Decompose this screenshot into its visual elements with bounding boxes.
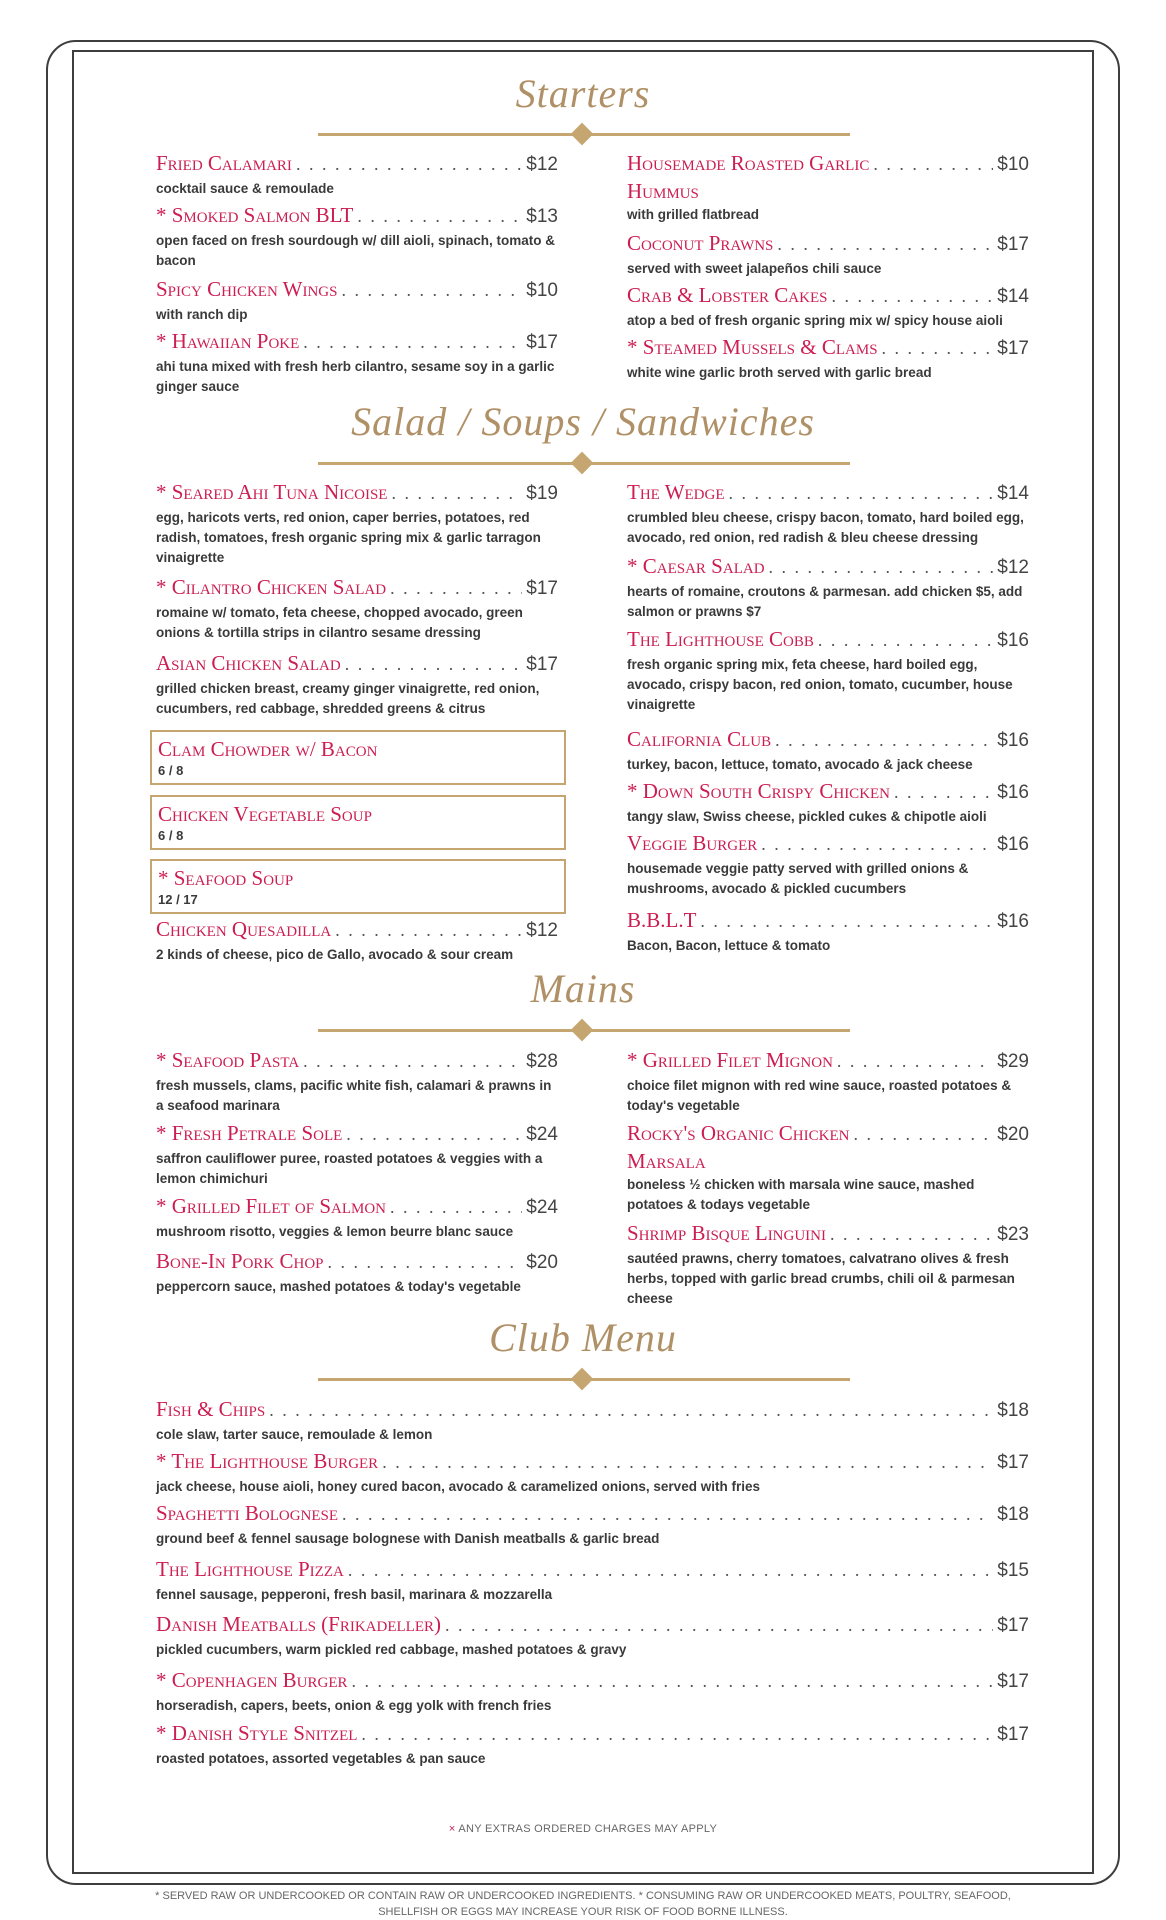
item-name: * Copenhagen Burger <box>156 1668 348 1692</box>
item-description: crumbled bleu cheese, crispy bacon, tomato, hard boiled egg, avocado, red onion, red radish & bleu cheese dressing <box>627 510 1024 545</box>
item-price: 6 / 8 <box>158 828 184 843</box>
item-price: $10 <box>526 280 558 301</box>
item-description: ground beef & fennel sausage bolognese with Danish meatballs & garlic bread <box>156 1531 660 1546</box>
menu-item <box>627 150 1029 225</box>
menu-item <box>627 1047 1029 1116</box>
item-price: 12 / 17 <box>158 892 198 907</box>
item-name-continued: Hummus <box>627 179 699 203</box>
menu-item <box>156 1720 1029 1769</box>
section-title-mains: Mains <box>530 966 636 1011</box>
menu-item <box>156 916 558 965</box>
item-price: $14 <box>997 286 1029 307</box>
item-description: jack cheese, house aioli, honey cured bacon, avocado & caramelized onions, served with fries <box>156 1479 760 1494</box>
item-price: $17 <box>526 332 558 353</box>
item-description: cocktail sauce & remoulade <box>156 181 334 196</box>
item-name: Bone-In Pork Chop <box>156 1249 324 1273</box>
item-name: Crab & Lobster Cakes <box>627 283 828 307</box>
menu-item <box>156 1248 558 1297</box>
menu-item <box>627 230 1029 279</box>
item-description: fresh organic spring mix, feta cheese, hard boiled egg, avocado, crispy bacon, red onion, tomato, cucumber, house vinaigrette <box>627 657 1013 712</box>
item-description: pickled cucumbers, warm pickled red cabbage, mashed potatoes & gravy <box>156 1642 627 1657</box>
item-price: $16 <box>997 630 1029 651</box>
menu-item <box>156 1448 1029 1497</box>
section-divider <box>318 1372 850 1386</box>
item-name: Coconut Prawns <box>627 231 774 255</box>
item-description: served with sweet jalapeños chili sauce <box>627 261 882 276</box>
item-name: * The Lighthouse Burger <box>156 1449 379 1473</box>
item-price: $28 <box>526 1051 558 1072</box>
item-name: Danish Meatballs (Frikadeller) <box>156 1612 441 1636</box>
item-name: The Wedge <box>627 480 725 504</box>
item-description: cole slaw, tarter sauce, remoulade & lemon <box>156 1427 433 1442</box>
item-name: California Club <box>627 727 772 751</box>
section-title-salads: Salad / Soups / Sandwiches <box>351 399 815 444</box>
item-name: * Cilantro Chicken Salad <box>156 575 387 599</box>
item-price: $16 <box>997 730 1029 751</box>
item-name: The Lighthouse Cobb <box>627 627 814 651</box>
item-price: $12 <box>526 154 558 175</box>
item-price: $17 <box>526 578 558 599</box>
section-title-club: Club Menu <box>489 1315 677 1360</box>
item-price: $17 <box>997 1671 1029 1692</box>
item-price: $17 <box>997 234 1029 255</box>
menu-item <box>156 202 558 271</box>
item-price: $13 <box>526 206 558 227</box>
item-description: boneless ½ chicken with marsala wine sauce, mashed potatoes & todays vegetable <box>627 1177 975 1212</box>
extras-mark-icon: × <box>448 1823 456 1835</box>
soup-box <box>150 795 566 850</box>
item-price: $17 <box>526 654 558 675</box>
item-name: Fish & Chips <box>156 1397 266 1421</box>
menu-item <box>156 328 558 397</box>
item-name: * Danish Style Snitzel <box>156 1721 358 1745</box>
item-description: peppercorn sauce, mashed potatoes & today's vegetable <box>156 1279 521 1294</box>
item-name: B.B.L.T <box>627 908 697 932</box>
item-price: $17 <box>997 338 1029 359</box>
section-divider <box>318 456 850 470</box>
item-price: $12 <box>997 557 1029 578</box>
item-price: $23 <box>997 1224 1029 1245</box>
item-description: ahi tuna mixed with fresh herb cilantro, sesame soy in a garlic ginger sauce <box>156 359 555 394</box>
item-name: * Hawaiian Poke <box>156 329 300 353</box>
item-name: * Seafood Pasta <box>156 1048 300 1072</box>
item-description: with grilled flatbread <box>627 207 760 222</box>
item-name: * Down South Crispy Chicken <box>627 779 891 803</box>
item-description: with ranch dip <box>156 307 248 322</box>
item-description: housemade veggie patty served with grilled onions & mushrooms, avocado & pickled cucumbers <box>627 861 969 896</box>
extras-note <box>0 1823 1166 1835</box>
item-description: open faced on fresh sourdough w/ dill aioli, spinach, tomato & bacon <box>156 233 556 268</box>
menu-item <box>627 907 1029 956</box>
menu-item <box>156 1500 1029 1549</box>
extras-note-text: ANY EXTRAS ORDERED CHARGES MAY APPLY <box>458 1823 718 1835</box>
section-divider <box>318 1023 850 1037</box>
item-description: horseradish, capers, beets, onion & egg yolk with french fries <box>156 1698 552 1713</box>
item-name: Chicken Quesadilla <box>156 917 332 941</box>
item-description: tangy slaw, Swiss cheese, pickled cukes & chipotle aioli <box>627 809 987 824</box>
menu-item <box>156 574 558 643</box>
item-price: $17 <box>997 1615 1029 1636</box>
menu-item <box>156 1396 1029 1445</box>
item-name: Spaghetti Bolognese <box>156 1501 339 1525</box>
item-name: * Grilled Filet Mignon <box>627 1048 833 1072</box>
menu-item <box>627 626 1029 715</box>
item-name: * Caesar Salad <box>627 554 765 578</box>
item-price: $18 <box>997 1400 1029 1421</box>
item-price: $14 <box>997 483 1029 504</box>
item-description: choice filet mignon with red wine sauce, roasted potatoes & today's vegetable <box>627 1078 1012 1113</box>
item-description: atop a bed of fresh organic spring mix w/ spicy house aioli <box>627 313 1003 328</box>
item-description: Bacon, Bacon, lettuce & tomato <box>627 938 831 953</box>
item-price: $17 <box>997 1724 1029 1745</box>
item-price: $19 <box>526 483 558 504</box>
item-price: $10 <box>997 154 1029 175</box>
item-name: * Steamed Mussels & Clams <box>627 335 878 359</box>
item-name: Chicken Vegetable Soup <box>158 802 372 826</box>
item-price: $24 <box>526 1124 558 1145</box>
item-name: Clam Chowder w/ Bacon <box>158 737 378 761</box>
soup-box <box>150 859 566 914</box>
menu-item <box>627 726 1029 775</box>
item-name: Shrimp Bisque Linguini <box>627 1221 827 1245</box>
item-price: $17 <box>997 1452 1029 1473</box>
item-price: $29 <box>997 1051 1029 1072</box>
item-name: Rocky's Organic Chicken <box>627 1121 850 1145</box>
item-description: fresh mussels, clams, pacific white fish, calamari & prawns in a seafood marinara <box>156 1078 552 1113</box>
item-price: $20 <box>526 1252 558 1273</box>
soup-box <box>150 730 566 785</box>
menu-item <box>627 282 1029 331</box>
menu-item <box>627 830 1029 899</box>
item-description: saffron cauliflower puree, roasted potatoes & veggies with a lemon chimichuri <box>156 1151 543 1186</box>
menu-item <box>156 1120 558 1189</box>
item-name: * Seared Ahi Tuna Nicoise <box>156 480 388 504</box>
menu-item <box>627 778 1029 827</box>
item-name: * Smoked Salmon BLT <box>156 203 354 227</box>
item-price: $20 <box>997 1124 1029 1145</box>
menu-item <box>156 276 558 325</box>
item-description: sautéed prawns, cherry tomatoes, calvatrano olives & fresh herbs, topped with garlic bread crumbs, chili oil & parmesan cheese <box>627 1251 1015 1306</box>
item-name: Asian Chicken Salad <box>156 651 341 675</box>
menu-item <box>627 334 1029 383</box>
item-price: $12 <box>526 920 558 941</box>
item-name: * Fresh Petrale Sole <box>156 1121 343 1145</box>
menu-item <box>156 1047 558 1116</box>
item-price: $16 <box>997 834 1029 855</box>
item-name: * Seafood Soup <box>158 866 294 890</box>
item-description: turkey, bacon, lettuce, tomato, avocado & jack cheese <box>627 757 973 772</box>
item-price: $18 <box>997 1504 1029 1525</box>
section-divider <box>318 127 850 141</box>
menu-item <box>156 479 558 568</box>
menu-item <box>156 150 558 199</box>
item-name-continued: Marsala <box>627 1149 706 1173</box>
item-description: fennel sausage, pepperoni, fresh basil, marinara & mozzarella <box>156 1587 553 1602</box>
menu-item <box>627 1220 1029 1309</box>
item-price: $24 <box>526 1197 558 1218</box>
item-price: $16 <box>997 911 1029 932</box>
item-price: $15 <box>997 1560 1029 1581</box>
item-description: egg, haricots verts, red onion, caper berries, potatoes, red radish, tomatoes, fresh organic spring mix & garlic tarragon vinaigrette <box>156 510 541 565</box>
item-name: Spicy Chicken Wings <box>156 277 338 301</box>
item-description: grilled chicken breast, creamy ginger vinaigrette, red onion, cucumbers, red cabbage, shredded greens & citrus <box>156 681 540 716</box>
item-name: * Grilled Filet of Salmon <box>156 1194 386 1218</box>
menu-item <box>627 553 1029 622</box>
item-description: 2 kinds of cheese, pico de Gallo, avocado & sour cream <box>156 947 514 962</box>
item-name: Housemade Roasted Garlic <box>627 151 870 175</box>
item-description: roasted potatoes, assorted vegetables & pan sauce <box>156 1751 486 1766</box>
item-description: mushroom risotto, veggies & lemon beurre blanc sauce <box>156 1224 514 1239</box>
menu-item <box>156 650 558 719</box>
item-description: romaine w/ tomato, feta cheese, chopped avocado, green onions & tortilla strips in cilantro sesame dressing <box>156 605 523 640</box>
item-price: 6 / 8 <box>158 763 184 778</box>
footer-disclaimer: * SERVED RAW OR UNDERCOOKED OR CONTAIN RAW OR UNDERCOOKED INGREDIENTS. * CONSUMING RAW OR UNDERCOOKED MEATS, POULTRY, SEAFOOD, SHELLFISH OR EGGS MAY INCREASE YOUR RISK OF FOOD BORNE ILLNESS. <box>155 1890 1011 1918</box>
item-name: Fried Calamari <box>156 151 292 175</box>
item-name: Veggie Burger <box>627 831 758 855</box>
item-name: The Lighthouse Pizza <box>156 1557 344 1581</box>
item-description: hearts of romaine, croutons & parmesan. add chicken $5, add salmon or prawns $7 <box>627 584 1023 619</box>
section-title-starters: Starters <box>515 71 651 116</box>
menu-item <box>156 1193 558 1242</box>
menu-item <box>156 1611 1029 1660</box>
menu-item <box>156 1667 1029 1716</box>
menu-item <box>156 1556 1029 1605</box>
menu-item <box>627 1120 1029 1215</box>
item-price: $16 <box>997 782 1029 803</box>
menu-item <box>627 479 1029 548</box>
item-description: white wine garlic broth served with garlic bread <box>627 365 932 380</box>
